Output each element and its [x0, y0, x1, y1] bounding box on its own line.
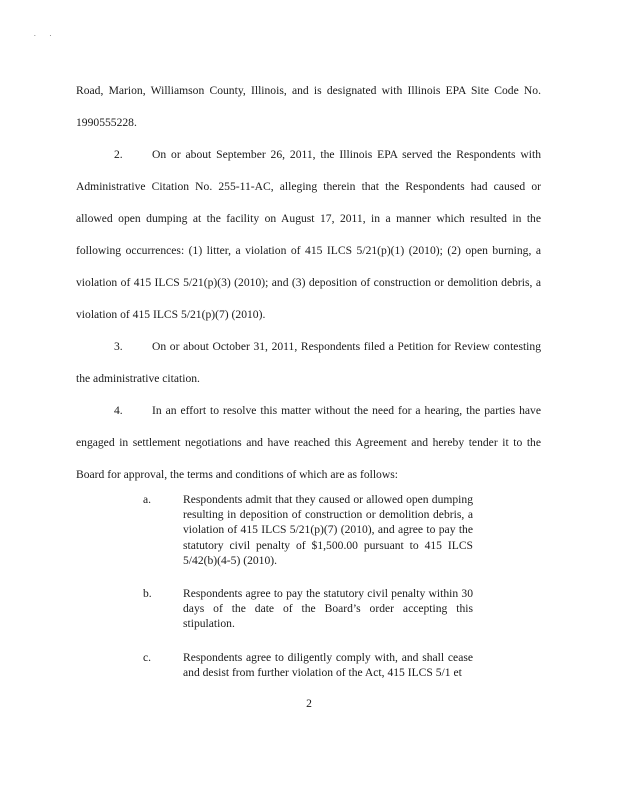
paragraph-number: 4.	[114, 404, 123, 417]
paragraph-1-continuation: Road, Marion, Williamson County, Illinois, and is designated with Illinois EPA Site Code No. 1990555228.	[76, 84, 541, 129]
term-text: Respondents agree to pay the statutory civil penalty within 30 days of the date of the Board’s order accepting this stipulation.	[183, 587, 473, 631]
term-label: a.	[143, 493, 152, 506]
term-text: Respondents admit that they caused or allowed open dumping resulting in deposition of construction or demolition debris, a violation of 415 ILCS 5/21(p)(7) (2010), and agree to pay the statutory civil penalty of $1,500.00 pursuant to 415 ILCS 5/42(b)(4-5) (2010).	[183, 493, 473, 567]
body-paragraphs	[76, 75, 541, 491]
paragraph-2	[76, 139, 541, 331]
term-item	[143, 586, 473, 632]
settlement-terms-list	[143, 492, 473, 698]
paragraph-3	[76, 331, 541, 395]
term-label: b.	[143, 587, 152, 601]
paragraph-number: 2.	[114, 148, 123, 161]
header-scan-mark: . .	[34, 30, 58, 38]
term-text: Respondents agree to diligently comply with, and shall cease and desist from further violation of the Act, 415 ILCS 5/1 et	[183, 650, 473, 679]
paragraph-text: On or about October 31, 2011, Respondents filed a Petition for Review contesting the administrative citation.	[76, 340, 541, 385]
paragraph-number: 3.	[114, 340, 123, 353]
term-item	[143, 492, 473, 568]
page-number: 2	[306, 697, 312, 710]
term-label: c.	[143, 650, 152, 664]
paragraph-text: On or about September 26, 2011, the Illinois EPA served the Respondents with Administrative Citation No. 255-11-AC, alleging therein that the Respondents had caused or allowed open dumping at the facility on August 17, 2011, in a manner which resulted in the following occurrences: (1) litter, a violation of 415 ILCS 5/21(p)(1) (2010); (2) open burning, a violation of 415 ILCS 5/21(p)(3) (2010); and (3) deposition of construction or demolition debris, a violation of 415 ILCS 5/21(p)(7) (2010).	[76, 148, 541, 321]
paragraph-4	[76, 395, 541, 491]
term-item	[143, 650, 473, 680]
paragraph-text: In an effort to resolve this matter without the need for a hearing, the parties have engaged in settlement negotiations and have reached this Agreement and hereby tender it to the Board for approval, the terms and conditions of which are as follows:	[76, 404, 541, 481]
